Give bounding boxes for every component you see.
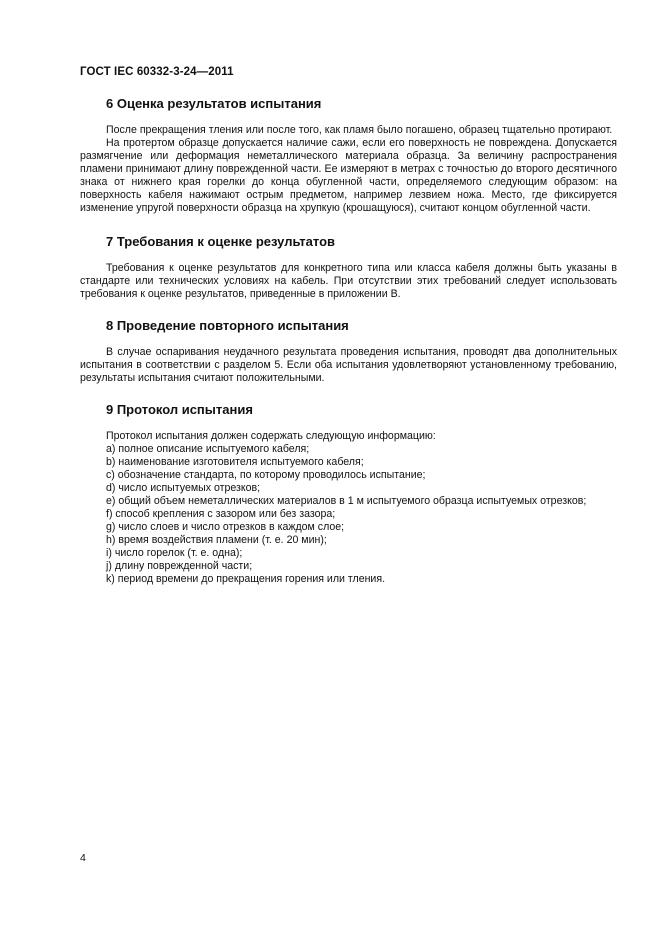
paragraph: Требования к оценке результатов для конкретного типа или класса кабеля должны быть указаны в стандарте или технических условиях на кабель. При отсутствии этих требований следует использовать требования к оценке результатов, приведенные в приложении В. (80, 262, 617, 300)
section-title: 7 Требования к оценке результатов (106, 234, 336, 249)
section-6 (80, 95, 617, 215)
list-item: k) период времени до прекращения горения или тления. (106, 573, 386, 585)
paragraph: В случае оспаривания неудачного результата проведения испытания, проводят два дополнительных испытания в соответствии с разделом 5. Если оба испытания удовлетворяют установленному требованию, результаты испытания считают положительными. (80, 346, 617, 384)
list-item: i) число горелок (т. е. одна); (106, 547, 243, 559)
section-title: 6 Оценка результатов испытания (106, 96, 322, 111)
section-7 (80, 233, 617, 301)
list-item: e) общий объем неметаллических материалов в 1 м испытуемого образца испытуемых отрезков; (106, 495, 587, 507)
page-number: 4 (80, 852, 86, 864)
paragraph: После прекращения тления или после того, как пламя было погашено, образец тщательно протирают. (106, 124, 613, 136)
section-title: 9 Протокол испытания (106, 402, 253, 417)
list-item: f) способ крепления с зазором или без зазора; (106, 508, 336, 520)
list-item: j) длину поврежденной части; (106, 560, 253, 572)
paragraph: На протертом образце допускается наличие сажи, если его поверхность не повреждена. Допускается размягчение или деформация неметаллического материала образца. За величину распространения пламени принимают длину поврежденной части. Ее измеряют в метрах с точностью до второго десятичного знака от нижнего края горелки до конца обугленной части, определяемого следующим образом: на поверхность кабеля нажимают острым предметом, например лезвием ножа. Место, где фиксируется изменение упругой поверхности образца на хрупкую (крошащуюся), считают концом обугленной части. (80, 137, 617, 214)
list-item: c) обозначение стандарта, по которому проводилось испытание; (106, 469, 426, 481)
list-item: a) полное описание испытуемого кабеля; (106, 443, 310, 455)
section-title: 8 Проведение повторного испытания (106, 318, 349, 333)
report-items-list (80, 430, 617, 586)
list-intro: Протокол испытания должен содержать следующую информацию: (106, 430, 436, 442)
list-item: d) число испытуемых отрезков; (106, 482, 261, 494)
list-item: b) наименование изготовителя испытуемого кабеля; (106, 456, 364, 468)
list-item: h) время воздействия пламени (т. е. 20 мин); (106, 534, 327, 546)
section-9 (80, 401, 617, 586)
section-8 (80, 317, 617, 385)
list-item: g) число слоев и число отрезков в каждом слое; (106, 521, 345, 533)
document-header: ГОСТ IEC 60332-3-24—2011 (80, 66, 234, 78)
